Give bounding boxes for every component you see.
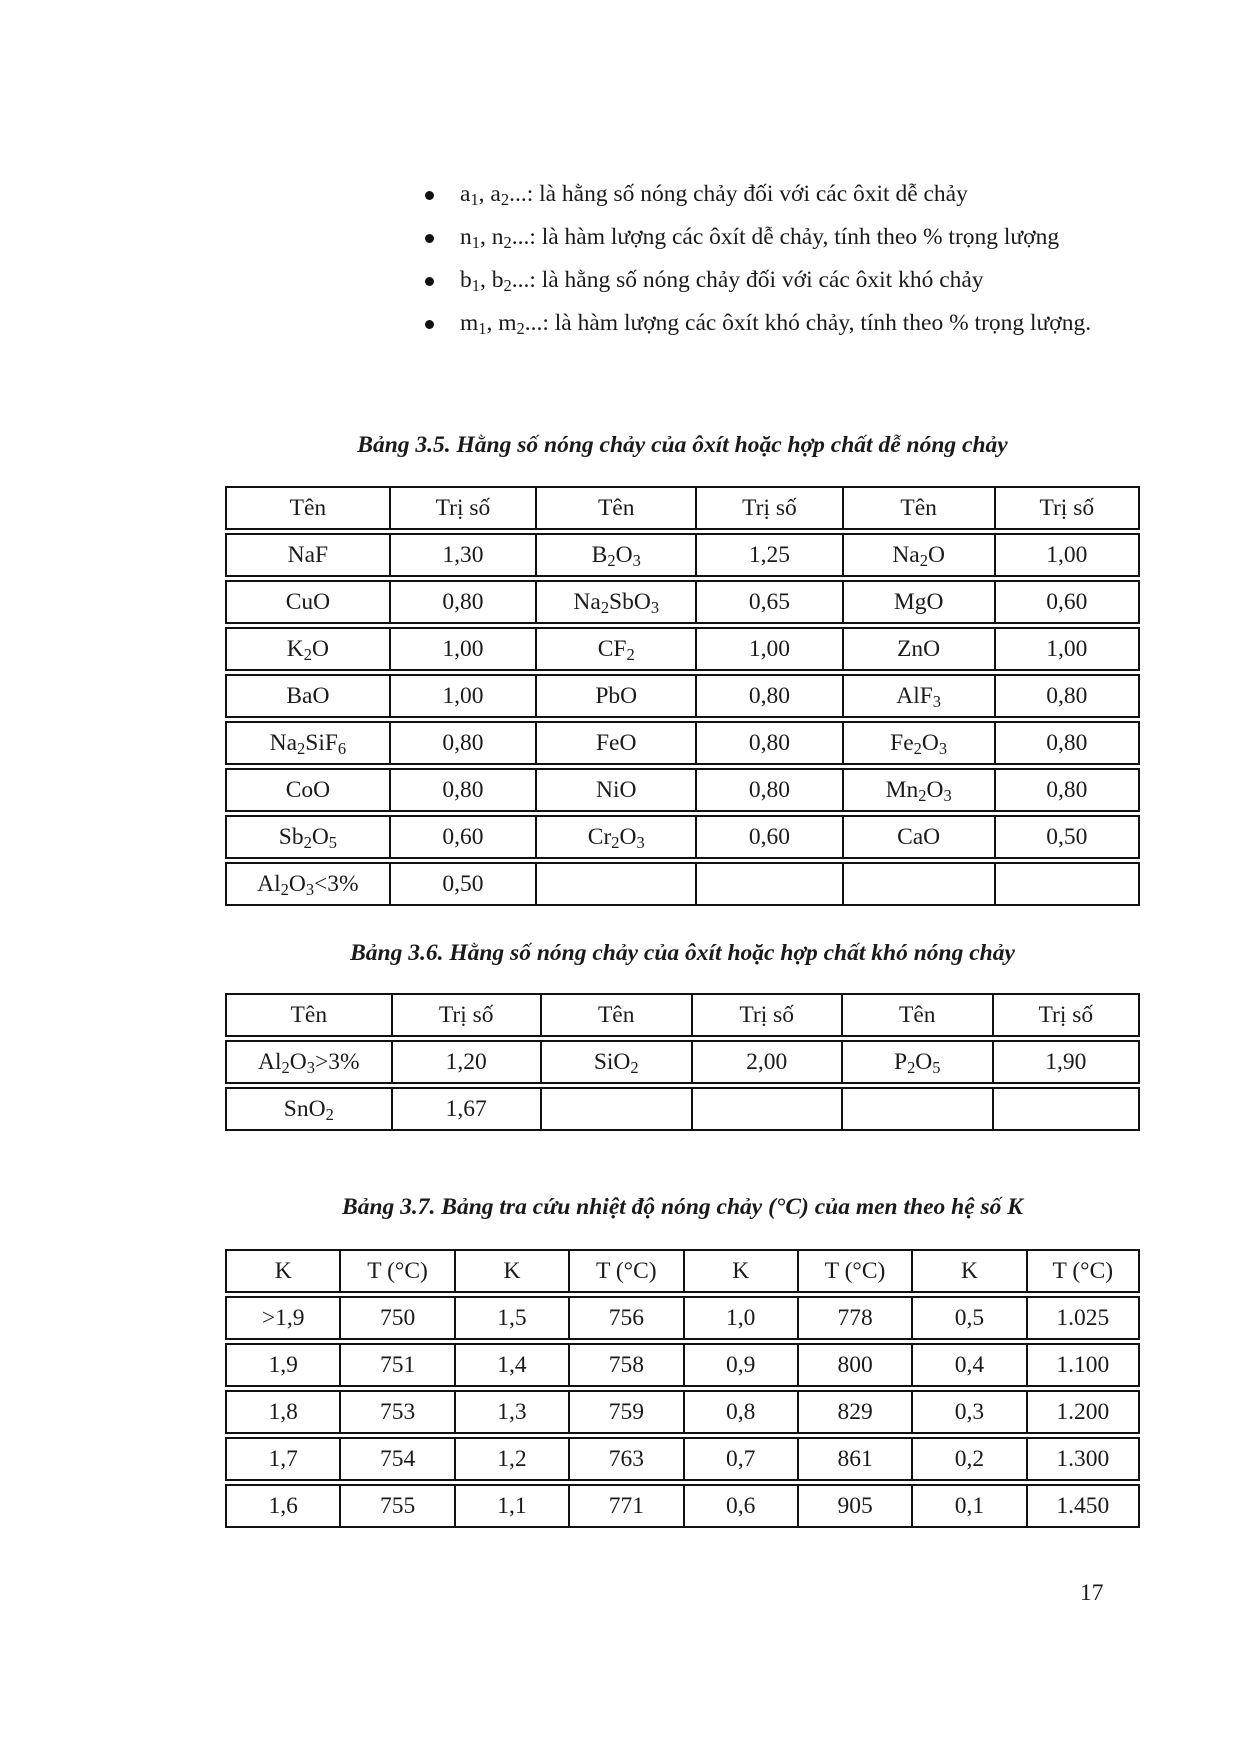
table-cell: 0,60 <box>389 815 535 857</box>
table-header-cell: Trị số <box>695 486 841 528</box>
table-row <box>225 862 1140 906</box>
table-header-cell: T (°C) <box>1026 1249 1140 1291</box>
table-cell: 800 <box>797 1343 911 1385</box>
table-header-row <box>225 1249 1140 1291</box>
table-cell: 1,00 <box>695 627 841 669</box>
table-cell: NaF <box>225 533 389 575</box>
table-3-7-caption: Bảng 3.7. Bảng tra cứu nhiệt độ nóng chảy (°C) của men theo hệ số K <box>342 1194 1023 1220</box>
table-cell: NiO <box>535 768 695 810</box>
bullet-text: $n_1$, $n_2$...: là hàm lượng các ôxít dễ chảy, tính theo % trọng lượng <box>460 224 1060 253</box>
table-row <box>225 1343 1140 1385</box>
table-header-row <box>225 993 1140 1035</box>
bullet-dot-icon <box>425 277 434 286</box>
table-cell: CuO <box>225 580 389 622</box>
table-cell: $P_2O_5$ <box>841 1040 992 1082</box>
table-cell: 1,00 <box>994 627 1140 669</box>
table-header-cell: Trị số <box>691 993 841 1035</box>
table-cell: 905 <box>797 1484 911 1528</box>
table-cell: 0,8 <box>683 1390 797 1432</box>
table-cell: 1,4 <box>454 1343 568 1385</box>
table-cell: 0,80 <box>389 721 535 763</box>
bullet-dot-icon <box>425 191 434 200</box>
table-header-cell: T (°C) <box>339 1249 453 1291</box>
table-cell: PbO <box>535 674 695 716</box>
table-row <box>225 1437 1140 1479</box>
table-cell: 1.025 <box>1026 1296 1140 1338</box>
table-header-cell: Tên <box>225 993 391 1035</box>
table-row <box>225 815 1140 857</box>
table-cell: 0,4 <box>911 1343 1025 1385</box>
table-cell: FeO <box>535 721 695 763</box>
bullet-dot-icon <box>425 234 434 243</box>
table-cell: 0,6 <box>683 1484 797 1528</box>
table-cell: AlF$_3$ <box>842 674 994 716</box>
table-cell: 0,50 <box>994 815 1140 857</box>
table-cell: 1.200 <box>1026 1390 1140 1432</box>
page-number: 17 <box>1080 1580 1104 1606</box>
table-cell: 0,65 <box>695 580 841 622</box>
table-header-cell: Tên <box>535 486 695 528</box>
table-3-7 <box>225 1249 1140 1528</box>
table-cell: BaO <box>225 674 389 716</box>
table-cell <box>841 1087 992 1131</box>
table-cell: >1,9 <box>225 1296 339 1338</box>
table-cell: 751 <box>339 1343 453 1385</box>
table-cell <box>992 1087 1140 1131</box>
table-cell <box>535 862 695 906</box>
bullet-item <box>420 176 1120 213</box>
table-3-5 <box>225 486 1140 906</box>
table-cell: 0,80 <box>994 768 1140 810</box>
table-row <box>225 533 1140 575</box>
table-header-row <box>225 486 1140 528</box>
table-cell: 0,3 <box>911 1390 1025 1432</box>
table-cell: CaO <box>842 815 994 857</box>
table-row <box>225 1040 1140 1082</box>
table-cell: 759 <box>568 1390 682 1432</box>
table-header-cell: Tên <box>841 993 992 1035</box>
bullet-item <box>420 305 1120 342</box>
table-header-cell: Trị số <box>391 993 540 1035</box>
bullet-text: $m_1$, $m_2$...: là hàm lượng các ôxít khó chảy, tính theo % trọng lượng. <box>460 310 1092 339</box>
table-cell: 2,00 <box>691 1040 841 1082</box>
table-header-cell: T (°C) <box>797 1249 911 1291</box>
table-cell: 754 <box>339 1437 453 1479</box>
table-cell: 1,00 <box>389 674 535 716</box>
table-cell: $Na_2SiF_6$ <box>225 721 389 763</box>
table-row <box>225 1087 1140 1131</box>
table-cell: $B_2O_3$ <box>535 533 695 575</box>
table-cell: 0,80 <box>389 580 535 622</box>
table-cell: 1,8 <box>225 1390 339 1432</box>
table-header-cell: K <box>225 1249 339 1291</box>
table-cell: 0,2 <box>911 1437 1025 1479</box>
table-cell <box>695 862 841 906</box>
table-row <box>225 580 1140 622</box>
table-cell: 0,80 <box>695 721 841 763</box>
table-cell: 1,2 <box>454 1437 568 1479</box>
table-cell: 0,80 <box>994 674 1140 716</box>
table-cell: 0,60 <box>994 580 1140 622</box>
table-cell: 1,90 <box>992 1040 1140 1082</box>
table-cell: CoO <box>225 768 389 810</box>
table-cell: $Al_2O_3<3\%$ <box>225 862 389 906</box>
table-cell: MgO <box>842 580 994 622</box>
table-header-cell: Tên <box>225 486 389 528</box>
table-cell: 0,9 <box>683 1343 797 1385</box>
table-3-5-caption: Bảng 3.5. Hằng số nóng chảy của ôxít hoặc hợp chất dễ nóng chảy <box>357 432 1008 458</box>
table-cell: 829 <box>797 1390 911 1432</box>
table-cell: ZnO <box>842 627 994 669</box>
table-row <box>225 1390 1140 1432</box>
table-header-cell: Trị số <box>994 486 1140 528</box>
table-header-cell: Tên <box>540 993 691 1035</box>
table-cell: 1.300 <box>1026 1437 1140 1479</box>
table-cell: 1,5 <box>454 1296 568 1338</box>
table-cell: 763 <box>568 1437 682 1479</box>
table-cell: $Al_2O_3>3\%$ <box>225 1040 391 1082</box>
table-cell: $Fe_2O_3$ <box>842 721 994 763</box>
table-cell <box>540 1087 691 1131</box>
bullet-text: $b_1$, $b_2$...: là hằng số nóng chảy đối với các ôxit khó chảy <box>460 267 984 296</box>
table-cell: $K_2O$ <box>225 627 389 669</box>
table-cell: $Na_2O$ <box>842 533 994 575</box>
table-cell: 0,50 <box>389 862 535 906</box>
table-cell: 755 <box>339 1484 453 1528</box>
table-cell: 1,25 <box>695 533 841 575</box>
table-cell: $Mn_2O_3$ <box>842 768 994 810</box>
table-header-cell: K <box>454 1249 568 1291</box>
table-cell: SiO$_2$ <box>540 1040 691 1082</box>
table-cell: 1,00 <box>994 533 1140 575</box>
table-row <box>225 674 1140 716</box>
table-cell: 861 <box>797 1437 911 1479</box>
table-cell: 0,80 <box>389 768 535 810</box>
table-cell: 1,6 <box>225 1484 339 1528</box>
table-cell: 1,7 <box>225 1437 339 1479</box>
table-3-6 <box>225 993 1140 1131</box>
table-cell: SnO$_2$ <box>225 1087 391 1131</box>
bullet-text: $a_1$, $a_2$...: là hằng số nóng chảy đối với các ôxit dễ chảy <box>460 181 968 210</box>
table-cell: 0,80 <box>695 674 841 716</box>
table-cell: 0,80 <box>695 768 841 810</box>
table-cell <box>691 1087 841 1131</box>
table-cell: $Na_2SbO_3$ <box>535 580 695 622</box>
table-cell: 1.100 <box>1026 1343 1140 1385</box>
table-cell: 771 <box>568 1484 682 1528</box>
bullet-list <box>420 176 1120 348</box>
table-cell: 778 <box>797 1296 911 1338</box>
table-cell: 756 <box>568 1296 682 1338</box>
table-cell: 1.450 <box>1026 1484 1140 1528</box>
table-header-cell: Trị số <box>992 993 1140 1035</box>
table-cell: 0,7 <box>683 1437 797 1479</box>
table-row <box>225 768 1140 810</box>
table-cell: 0,60 <box>695 815 841 857</box>
table-cell: 0,5 <box>911 1296 1025 1338</box>
table-cell: 1,00 <box>389 627 535 669</box>
table-header-cell: Tên <box>842 486 994 528</box>
table-row <box>225 721 1140 763</box>
table-row <box>225 1484 1140 1528</box>
bullet-dot-icon <box>425 320 434 329</box>
table-cell: 1,20 <box>391 1040 540 1082</box>
bullet-item <box>420 219 1120 256</box>
table-cell <box>842 862 994 906</box>
table-cell: 1,67 <box>391 1087 540 1131</box>
table-cell: 1,1 <box>454 1484 568 1528</box>
table-cell: 0,80 <box>994 721 1140 763</box>
table-cell: $Sb_2O_5$ <box>225 815 389 857</box>
table-3-6-caption: Bảng 3.6. Hằng số nóng chảy của ôxít hoặc hợp chất khó nóng chảy <box>350 940 1015 966</box>
table-header-cell: K <box>911 1249 1025 1291</box>
table-cell: 1,30 <box>389 533 535 575</box>
table-header-cell: T (°C) <box>568 1249 682 1291</box>
table-cell <box>994 862 1140 906</box>
table-cell: 0,1 <box>911 1484 1025 1528</box>
table-row <box>225 627 1140 669</box>
table-cell: 1,9 <box>225 1343 339 1385</box>
table-cell: 1,3 <box>454 1390 568 1432</box>
table-header-cell: K <box>683 1249 797 1291</box>
table-row <box>225 1296 1140 1338</box>
bullet-item <box>420 262 1120 299</box>
table-cell: 750 <box>339 1296 453 1338</box>
table-cell: $CF_2$ <box>535 627 695 669</box>
table-cell: 1,0 <box>683 1296 797 1338</box>
table-cell: 753 <box>339 1390 453 1432</box>
table-cell: $Cr_2O_3$ <box>535 815 695 857</box>
table-cell: 758 <box>568 1343 682 1385</box>
table-header-cell: Trị số <box>389 486 535 528</box>
